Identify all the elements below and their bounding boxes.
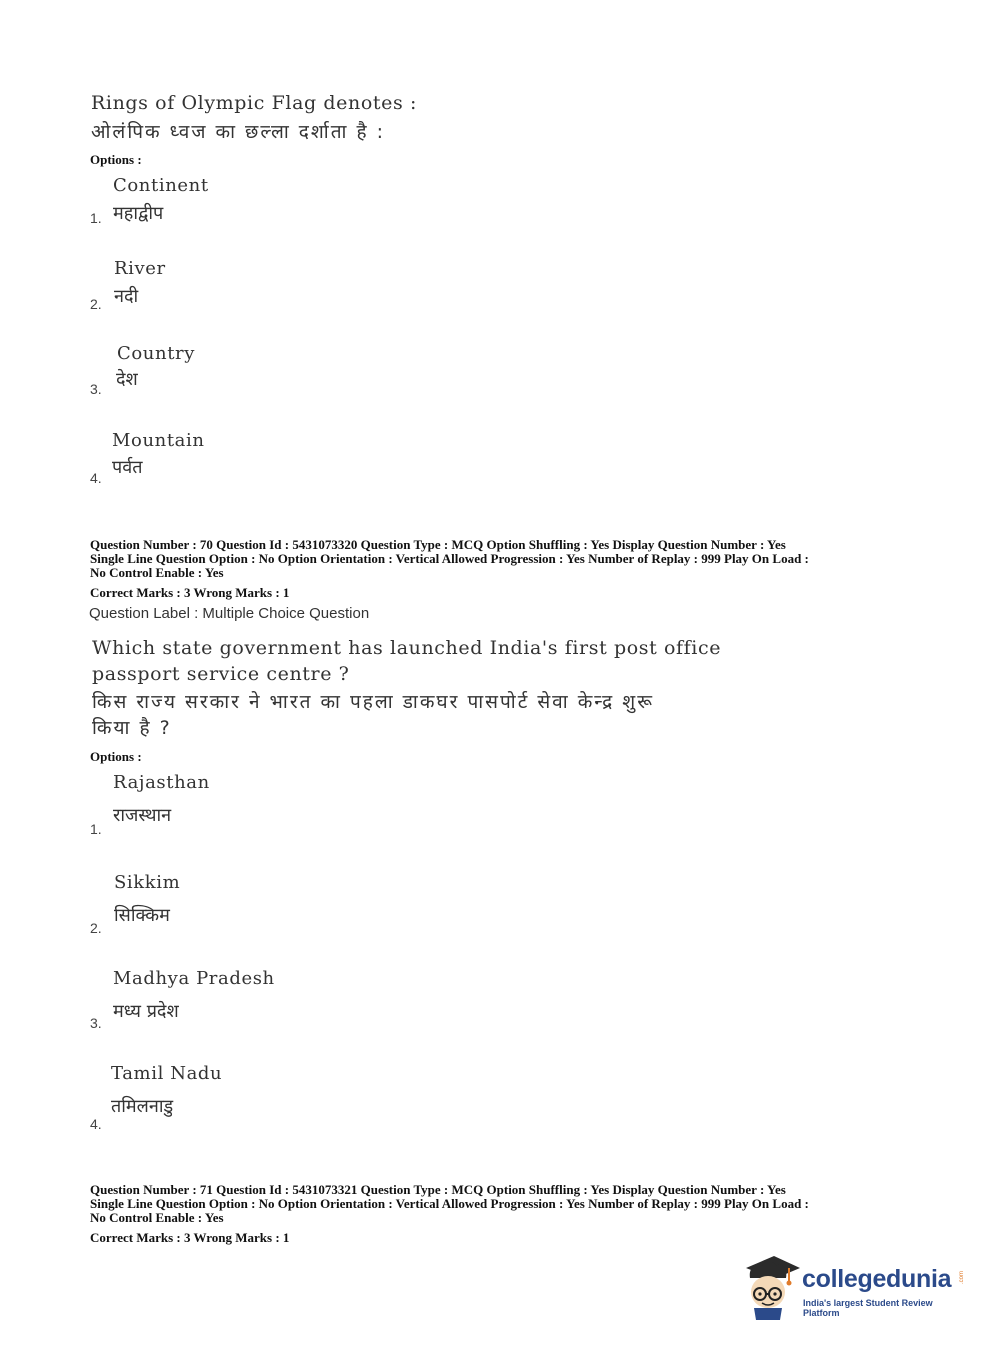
option-2-number: 2.: [90, 296, 102, 312]
option-3-en: Madhya Pradesh: [113, 968, 275, 989]
question-70-text-hi-line-2: किया है ?: [92, 717, 172, 739]
option-2-hi: सिक्किम: [114, 905, 170, 926]
question-71-meta-line-2: Single Line Question Option : No Option Orientation : Vertical Allowed Progression : Yes Number of Replay : 999 Play On Load :: [90, 1196, 809, 1211]
option-4-number: 4.: [90, 1116, 102, 1132]
option-4-hi: तमिलनाडु: [111, 1096, 174, 1117]
question-70-meta-line-3: No Control Enable : Yes: [90, 565, 224, 580]
option-4-hi: पर्वत: [112, 457, 143, 478]
option-2-en: Sikkim: [114, 872, 181, 893]
options-label: Options :: [90, 152, 142, 167]
option-1-hi: महाद्वीप: [113, 203, 164, 224]
option-1-en: Continent: [113, 175, 209, 196]
question-70-label: Question Label : Multiple Choice Question: [89, 605, 370, 622]
question-70-text-hi-line-1: किस राज्य सरकार ने भारत का पहला डाकघर पासपोर्ट सेवा केन्द्र शुरू: [92, 691, 654, 713]
question-70-meta-line-2: Single Line Question Option : No Option Orientation : Vertical Allowed Progression : Yes Number of Replay : 999 Play On Load :: [90, 551, 809, 566]
option-4-en: Mountain: [112, 430, 205, 451]
question-69-text-hi: ओलंपिक ध्वज का छल्ला दर्शाता है :: [91, 121, 386, 143]
logo-dot-com: .com: [959, 1271, 965, 1285]
option-2-number: 2.: [90, 920, 102, 936]
option-2-hi: नदी: [114, 286, 139, 307]
option-2-en: River: [114, 258, 166, 279]
options-label: Options :: [90, 749, 142, 764]
option-3-hi: देश: [116, 369, 138, 390]
option-1-number: 1.: [90, 821, 102, 837]
option-4-number: 4.: [90, 470, 102, 486]
logo-tagline: India's largest Student Review Platform: [803, 1298, 933, 1318]
option-1-en: Rajasthan: [113, 772, 210, 793]
collegedunia-logo: [740, 1248, 970, 1320]
question-71-meta-line-1: Question Number : 71 Question Id : 5431073321 Question Type : MCQ Option Shuffling : Yes Display Question Number : Yes: [90, 1182, 786, 1197]
question-70-text-en-line-1: Which state government has launched India's first post office: [92, 637, 722, 659]
option-3-number: 3.: [90, 381, 102, 397]
question-70-marks: Correct Marks : 3 Wrong Marks : 1: [90, 585, 290, 600]
option-4-en: Tamil Nadu: [111, 1063, 223, 1084]
logo-wordmark: collegedunia: [802, 1265, 952, 1293]
option-1-hi: राजस्थान: [113, 805, 172, 826]
question-70-text-en-line-2: passport service centre ?: [92, 663, 350, 685]
mascot-icon: [740, 1248, 802, 1320]
question-69-text-en: Rings of Olympic Flag denotes :: [91, 92, 417, 114]
question-70-meta-line-1: Question Number : 70 Question Id : 5431073320 Question Type : MCQ Option Shuffling : Yes Display Question Number : Yes: [90, 537, 786, 552]
option-1-number: 1.: [90, 210, 102, 226]
option-3-number: 3.: [90, 1015, 102, 1031]
option-3-hi: मध्य प्रदेश: [113, 1001, 179, 1022]
question-71-marks: Correct Marks : 3 Wrong Marks : 1: [90, 1230, 290, 1245]
option-3-en: Country: [117, 343, 196, 364]
question-71-meta-line-3: No Control Enable : Yes: [90, 1210, 224, 1225]
